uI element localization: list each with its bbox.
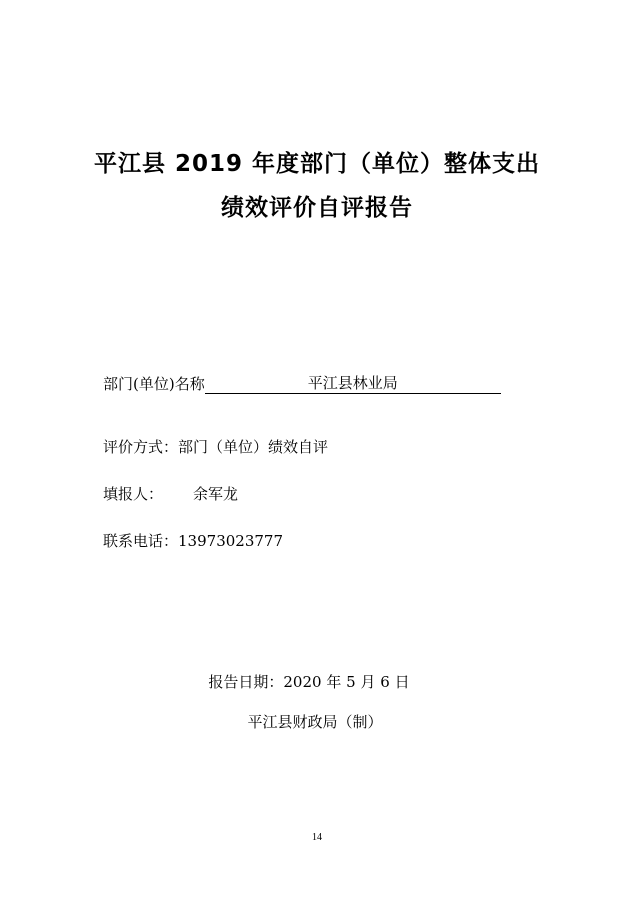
contact-phone-row [103, 531, 283, 551]
contact-phone-value: 13973023777 [178, 532, 283, 550]
department-value: 平江县林业局 [205, 374, 501, 394]
filler-value: 余军龙 [193, 485, 239, 503]
report-date-month: 5 [346, 673, 356, 691]
year-unit: 年 [326, 673, 342, 691]
filler-label: 填报人： [103, 485, 164, 503]
filler-row [103, 484, 238, 504]
evaluation-method-label: 评价方式： [103, 438, 179, 456]
month-unit: 月 [360, 673, 376, 691]
evaluation-method-row [103, 437, 328, 457]
page-number: 14 [312, 832, 322, 843]
department-row [103, 374, 501, 394]
report-date-day: 6 [380, 673, 390, 691]
report-date-year: 2020 [283, 673, 322, 691]
report-title-line-2: 绩效评价自评报告 [221, 195, 413, 221]
issuer-line: 平江县财政局（制） [247, 713, 383, 731]
department-label: 部门(单位)名称 [103, 375, 205, 393]
report-date-label: 报告日期： [208, 673, 284, 691]
day-unit: 日 [394, 673, 410, 691]
report-title-line-1: 平江县 2019 年度部门（单位）整体支出 [93, 151, 541, 177]
evaluation-method-value: 部门（单位）绩效自评 [178, 438, 329, 456]
report-date-row [0, 671, 626, 692]
contact-phone-label: 联系电话： [103, 532, 179, 550]
